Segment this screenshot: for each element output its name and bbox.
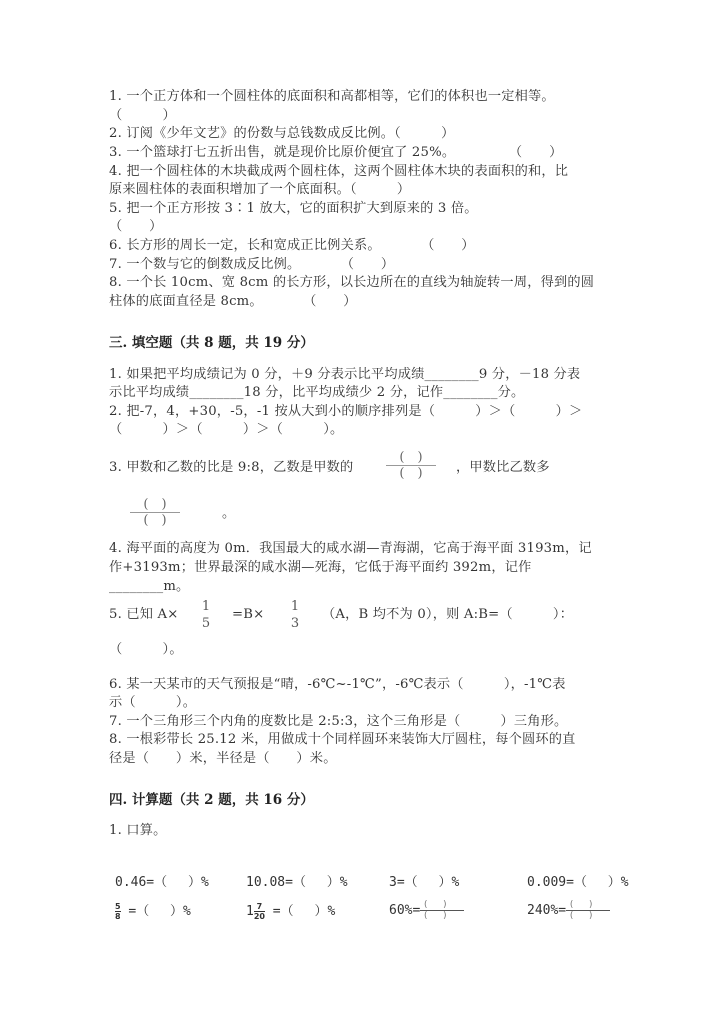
judgement-8-line-2: 柱体的底面直径是 8cm。 （ ）: [109, 294, 357, 309]
judgement-2: 2. 订阅《少年文艺》的份数与总钱数成反比例。（ ）: [109, 126, 455, 141]
calc-item-5-8: $\frac{5}{8}$ =（ ）%: [115, 902, 191, 921]
fill-5-fraction-1-3: 1 3: [290, 599, 300, 631]
fill-3-text-after: ，甲数比乙数多: [456, 460, 550, 475]
calc-item-0-46: 0.46=（ ）%: [115, 875, 209, 890]
fill-5-fraction-1-5: 1 5: [201, 599, 211, 631]
fill-6-line-2: 示（ ）。: [109, 695, 197, 710]
judgement-1-answer-blank[interactable]: （ ）: [109, 108, 176, 123]
judgement-6: 6. 长方形的周长一定，长和宽成正比例关系。 （ ）: [109, 238, 475, 253]
judgement-4-line-1: 4. 把一个圆柱体的木块截成两个圆柱体，这两个圆柱体木块的表面积的和，比: [109, 164, 569, 179]
section-3-heading: 三. 填空题（共 8 题，共 19 分）: [109, 335, 314, 351]
fill-4-line-1: 4. 海平面的高度为 0m．我国最大的咸水湖—青海湖，它高于海平面 3193m，记: [109, 541, 592, 556]
fill-5-text-b: =B×: [232, 607, 265, 622]
fill-5-text-a: 5. 已知 A×: [109, 607, 179, 622]
fill-3-text: 3. 甲数和乙数的比是 9:8，乙数是甲数的: [109, 460, 354, 475]
fill-3-fraction-blank-1[interactable]: ( ) ( ): [386, 450, 436, 481]
fill-5-text-c: （A，B 均不为 0），则 A:B=（ ）：: [322, 607, 574, 622]
section-4-heading: 四. 计算题（共 2 题，共 16 分）: [109, 792, 314, 808]
calc-1-prompt: 1. 口算。: [109, 823, 167, 838]
judgement-7: 7. 一个数与它的倒数成反比例。 （ ）: [109, 257, 395, 272]
fill-8-line-2: 径是（ ）米，半径是（ ）米。: [109, 751, 337, 766]
fraction-7-20: $\frac{7}{20}$: [253, 902, 265, 921]
judgement-5-line-1: 5. 把一个正方形按 3∶1 放大，它的面积扩大到原来的 3 倍。: [109, 201, 478, 216]
judgement-5-answer-blank[interactable]: （ ）: [109, 219, 163, 234]
fill-4-line-3: ________m。: [109, 579, 190, 594]
fraction-blank[interactable]: $\frac{()}{()}$: [566, 900, 610, 921]
fill-1-line-2: 示比平均成绩________18 分，比平均成绩少 2 分，记作________分。: [109, 385, 525, 400]
calc-item-60-percent: 60%= $\frac{()}{()}$: [389, 900, 464, 921]
fill-7: 7. 一个三角形三个内角的度数比是 2:5:3，这个三角形是（ ）三角形。: [109, 714, 568, 729]
calc-item-0-009: 0.009=（ ）%: [527, 875, 629, 890]
judgement-8-line-1: 8. 一个长 10cm、宽 8cm 的长方形，以长边所在的直线为轴旋转一周，得到的圆: [109, 275, 595, 290]
calc-item-10-08: 10.08=（ ）%: [246, 875, 348, 890]
judgement-1-line-1: 1. 一个正方体和一个圆柱体的底面积和高都相等，它们的体积也一定相等。: [109, 89, 555, 104]
judgement-3: 3. 一个篮球打七五折出售，就是现价比原价便宜了 25%。 （ ）: [109, 145, 563, 160]
calc-item-3: 3=（ ）%: [389, 875, 460, 890]
fill-5-text-d: （ ）。: [109, 642, 183, 657]
fill-3-period: 。: [222, 506, 236, 521]
fill-2-line-1: 2. 把-7，4，+30，-5，-1 按从大到小的顺序排列是（ ）＞（ ）＞: [109, 404, 583, 419]
fill-6-line-1: 6. 某一天某市的天气预报是“晴，-6℃~-1℃”，-6℃表示（ ），-1℃表: [109, 677, 566, 692]
fraction-5-8: $\frac{5}{8}$: [115, 902, 121, 921]
fill-3-fraction-blank-2[interactable]: ( ) ( ): [130, 497, 180, 528]
calc-item-240-percent: 240%= $\frac{()}{()}$: [527, 900, 610, 921]
calc-item-1-7-20: 1 $\frac{7}{20}$ =（ ）%: [246, 902, 336, 921]
fill-1-line-1: 1. 如果把平均成绩记为 0 分，＋9 分表示比平均成绩________9 分，－18 分表: [109, 367, 581, 382]
fill-2-line-2: （ ）＞（ ）＞（ ）。: [109, 422, 344, 437]
fill-8-line-1: 8. 一根彩带长 25.12 米，用做成十个同样圆环来装饰大厅圆柱，每个圆环的直: [109, 732, 576, 747]
judgement-4-line-2: 原来圆柱体的表面积增加了一个底面积。（ ）: [109, 182, 411, 197]
fill-4-line-2: 作+3193m；世界最深的咸水湖—死海，它低于海平面约 392m，记作: [109, 560, 532, 575]
fraction-blank[interactable]: $\frac{()}{()}$: [420, 900, 464, 921]
